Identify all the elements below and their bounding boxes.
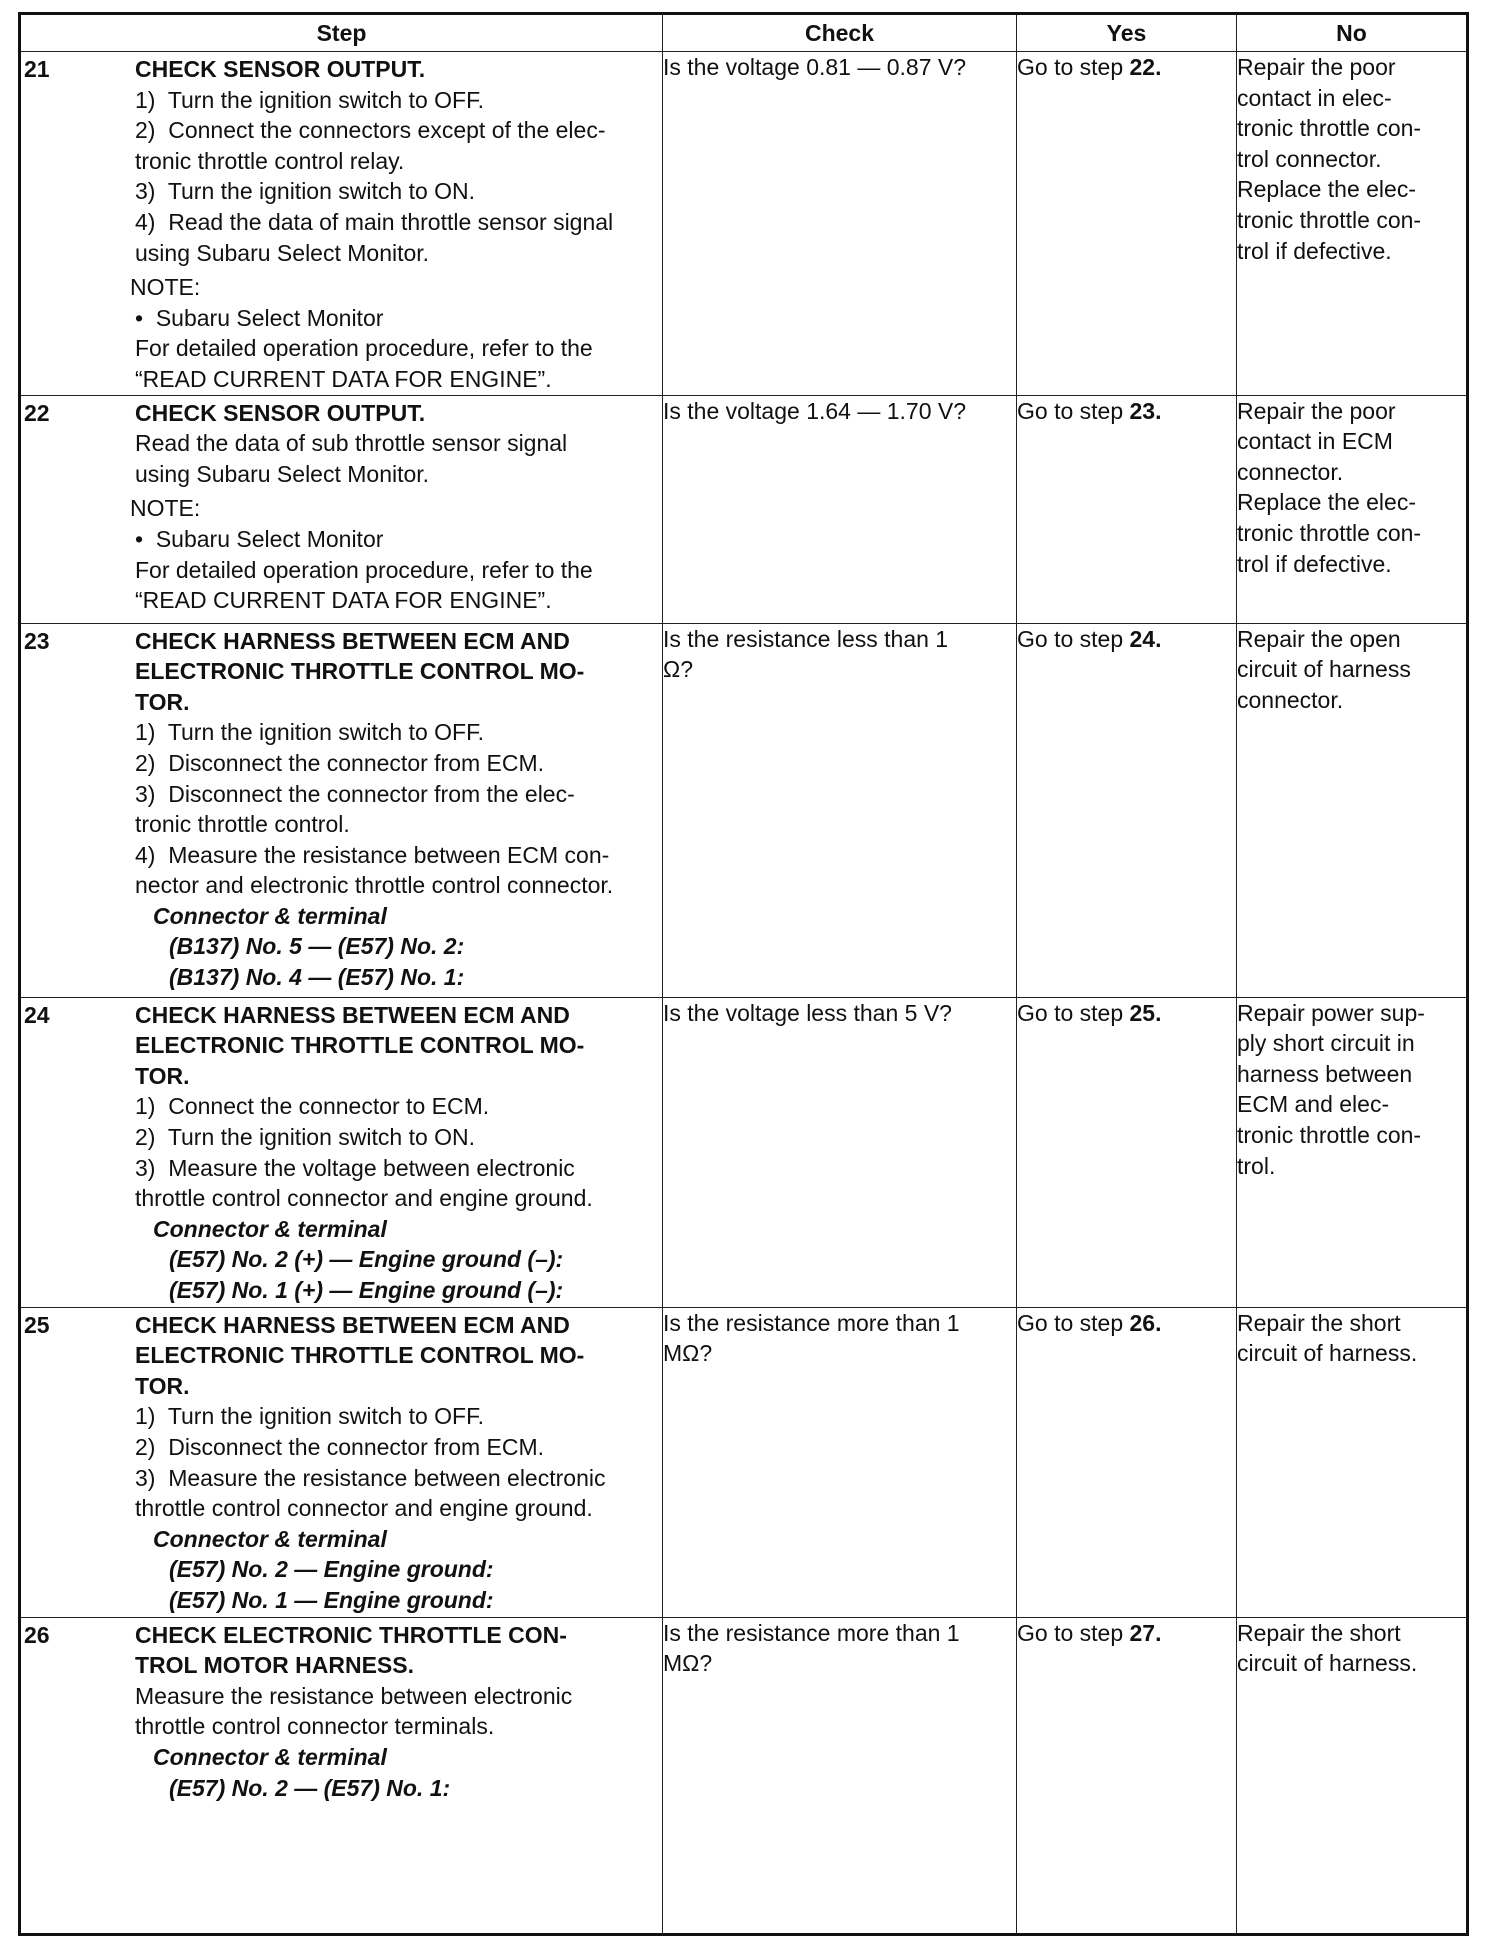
- check-text: Is the resistance more than 1: [663, 1619, 960, 1646]
- no-cell: [1237, 623, 1468, 997]
- step-line: nector and electronic throttle control connector.: [135, 872, 614, 899]
- yes-step-link: 27.: [1129, 1619, 1162, 1646]
- table-row: [20, 52, 1468, 396]
- no-line: Repair the open: [1237, 625, 1401, 652]
- step-line: Read the data of sub throttle sensor signal: [135, 430, 568, 457]
- check-text: Ω?: [663, 656, 693, 683]
- step-cell: [20, 1307, 663, 1617]
- no-line: connector.: [1237, 458, 1344, 485]
- no-line: ECM and elec-: [1237, 1091, 1390, 1118]
- no-line: Replace the elec-: [1237, 176, 1416, 203]
- step-title: CHECK SENSOR OUTPUT.: [135, 399, 426, 426]
- step-title: ELECTRONIC THROTTLE CONTROL MO-: [135, 1032, 585, 1059]
- no-cell: [1237, 395, 1468, 623]
- yes-step-link: 25.: [1129, 999, 1162, 1026]
- step-line: 2) Disconnect the connector from ECM.: [135, 749, 545, 776]
- connector-heading: Connector & terminal: [153, 1743, 387, 1770]
- step-title: ELECTRONIC THROTTLE CONTROL MO-: [135, 658, 585, 685]
- step-number: 25: [24, 1311, 50, 1338]
- check-text: Is the voltage less than 5 V?: [663, 999, 952, 1026]
- step-line: 2) Disconnect the connector from ECM.: [135, 1433, 545, 1460]
- step-line: 3) Measure the resistance between electronic: [135, 1464, 606, 1491]
- no-line: trol if defective.: [1237, 237, 1392, 264]
- no-line: Replace the elec-: [1237, 489, 1416, 516]
- diagnostic-table: [18, 12, 1469, 1936]
- no-cell: [1237, 1617, 1468, 1934]
- check-text: MΩ?: [663, 1340, 713, 1367]
- no-line: trol connector.: [1237, 145, 1382, 172]
- table-row: [20, 1307, 1468, 1617]
- table-row: [20, 395, 1468, 623]
- check-cell: [663, 623, 1017, 997]
- connector-terminal: (E57) No. 1 — Engine ground:: [169, 1586, 494, 1613]
- no-line: Repair the poor: [1237, 397, 1396, 424]
- step-line: 1) Connect the connector to ECM.: [135, 1093, 490, 1120]
- header-check: Check: [663, 14, 1017, 52]
- no-line: tronic throttle con-: [1237, 1121, 1422, 1148]
- yes-text: Go to step: [1017, 54, 1130, 80]
- step-number: 23: [24, 627, 50, 654]
- no-line: contact in elec-: [1237, 84, 1392, 111]
- yes-step-link: 22.: [1129, 54, 1162, 80]
- header-row: [20, 14, 1468, 52]
- no-line: circuit of harness: [1237, 656, 1411, 683]
- step-cell: [20, 52, 663, 396]
- step-line: tronic throttle control.: [135, 811, 350, 838]
- note-bullet: • Subaru Select Monitor: [135, 304, 384, 331]
- step-line: 3) Disconnect the connector from the elec-: [135, 780, 575, 807]
- yes-text: Go to step: [1017, 1619, 1130, 1646]
- no-line: tronic throttle con-: [1237, 115, 1422, 142]
- connector-heading: Connector & terminal: [153, 1525, 387, 1552]
- step-cell: [20, 395, 663, 623]
- note-label: NOTE:: [130, 495, 201, 522]
- no-line: connector.: [1237, 686, 1344, 713]
- yes-step-link: 26.: [1129, 1309, 1162, 1336]
- note-label: NOTE:: [130, 274, 201, 301]
- note-line: For detailed operation procedure, refer to the: [135, 556, 593, 583]
- check-text: MΩ?: [663, 1650, 713, 1677]
- yes-cell: [1017, 1307, 1237, 1617]
- step-cell: [20, 997, 663, 1307]
- step-line: 4) Measure the resistance between ECM con-: [135, 841, 610, 868]
- step-line: Measure the resistance between electronic: [135, 1682, 573, 1709]
- no-line: circuit of harness.: [1237, 1650, 1418, 1677]
- yes-text: Go to step: [1017, 999, 1130, 1026]
- no-cell: [1237, 1307, 1468, 1617]
- no-line: Repair the poor: [1237, 54, 1396, 80]
- check-cell: [663, 1307, 1017, 1617]
- connector-heading: Connector & terminal: [153, 902, 387, 929]
- yes-step-link: 24.: [1129, 625, 1162, 652]
- step-title: TOR.: [135, 688, 190, 715]
- step-line: 2) Turn the ignition switch to ON.: [135, 1123, 476, 1150]
- step-line: 1) Turn the ignition switch to OFF.: [135, 86, 484, 113]
- yes-text: Go to step: [1017, 1309, 1130, 1336]
- note-line: For detailed operation procedure, refer to the: [135, 335, 593, 362]
- no-line: ply short circuit in: [1237, 1030, 1415, 1057]
- yes-cell: [1017, 1617, 1237, 1934]
- step-number: 21: [24, 56, 50, 82]
- step-title: TOR.: [135, 1062, 190, 1089]
- connector-terminal: (E57) No. 1 (+) — Engine ground (–):: [169, 1276, 564, 1303]
- yes-text: Go to step: [1017, 625, 1130, 652]
- no-line: Repair power sup-: [1237, 999, 1425, 1026]
- table-row: [20, 997, 1468, 1307]
- step-title: TROL MOTOR HARNESS.: [135, 1652, 414, 1679]
- step-title: TOR.: [135, 1372, 190, 1399]
- step-title: CHECK HARNESS BETWEEN ECM AND: [135, 627, 570, 654]
- step-line: 4) Read the data of main throttle sensor signal: [135, 208, 614, 235]
- yes-text: Go to step: [1017, 397, 1130, 424]
- check-cell: [663, 52, 1017, 396]
- no-line: trol if defective.: [1237, 550, 1392, 577]
- step-line: tronic throttle control relay.: [135, 147, 405, 174]
- yes-cell: [1017, 997, 1237, 1307]
- step-cell: [20, 1617, 663, 1934]
- note-bullet: • Subaru Select Monitor: [135, 525, 384, 552]
- no-line: trol.: [1237, 1152, 1276, 1179]
- step-cell: [20, 623, 663, 997]
- connector-terminal: (B137) No. 5 — (E57) No. 2:: [169, 933, 465, 960]
- no-line: Repair the short: [1237, 1619, 1401, 1646]
- step-line: 1) Turn the ignition switch to OFF.: [135, 1403, 484, 1430]
- check-text: Is the resistance more than 1: [663, 1309, 960, 1336]
- no-line: harness between: [1237, 1060, 1413, 1087]
- step-line: 1) Turn the ignition switch to OFF.: [135, 719, 484, 746]
- check-text: Is the voltage 0.81 — 0.87 V?: [663, 54, 967, 80]
- step-line: 3) Measure the voltage between electronic: [135, 1154, 575, 1181]
- yes-step-link: 23.: [1129, 397, 1162, 424]
- step-title: CHECK HARNESS BETWEEN ECM AND: [135, 1311, 570, 1338]
- yes-cell: [1017, 395, 1237, 623]
- step-line: throttle control connector and engine ground.: [135, 1185, 593, 1212]
- no-line: Repair the short: [1237, 1309, 1401, 1336]
- connector-terminal: (E57) No. 2 — (E57) No. 1:: [169, 1774, 451, 1801]
- no-cell: [1237, 52, 1468, 396]
- check-text: Is the resistance less than 1: [663, 625, 949, 652]
- table-row: [20, 623, 1468, 997]
- connector-terminal: (E57) No. 2 — Engine ground:: [169, 1556, 494, 1583]
- check-cell: [663, 997, 1017, 1307]
- table-row: [20, 1617, 1468, 1934]
- step-line: 2) Connect the connectors except of the elec-: [135, 117, 606, 144]
- no-line: circuit of harness.: [1237, 1340, 1418, 1367]
- step-title: CHECK ELECTRONIC THROTTLE CON-: [135, 1621, 567, 1648]
- note-line: “READ CURRENT DATA FOR ENGINE”.: [135, 365, 552, 392]
- no-line: tronic throttle con-: [1237, 519, 1422, 546]
- step-line: using Subaru Select Monitor.: [135, 460, 430, 487]
- connector-terminal: (B137) No. 4 — (E57) No. 1:: [169, 964, 465, 991]
- check-cell: [663, 1617, 1017, 1934]
- header-no: No: [1237, 14, 1468, 52]
- yes-cell: [1017, 52, 1237, 396]
- note-line: “READ CURRENT DATA FOR ENGINE”.: [135, 587, 552, 614]
- step-number: 22: [24, 399, 50, 426]
- step-line: throttle control connector and engine ground.: [135, 1495, 593, 1522]
- step-title: ELECTRONIC THROTTLE CONTROL MO-: [135, 1342, 585, 1369]
- header-step: Step: [20, 14, 663, 52]
- step-title: CHECK HARNESS BETWEEN ECM AND: [135, 1001, 570, 1028]
- connector-heading: Connector & terminal: [153, 1215, 387, 1242]
- header-yes: Yes: [1017, 14, 1237, 52]
- check-cell: [663, 395, 1017, 623]
- step-number: 24: [24, 1001, 50, 1028]
- step-line: throttle control connector terminals.: [135, 1713, 495, 1740]
- step-line: using Subaru Select Monitor.: [135, 239, 430, 266]
- no-line: contact in ECM: [1237, 428, 1393, 455]
- step-title: CHECK SENSOR OUTPUT.: [135, 56, 426, 82]
- step-number: 26: [24, 1621, 50, 1648]
- no-cell: [1237, 997, 1468, 1307]
- connector-terminal: (E57) No. 2 (+) — Engine ground (–):: [169, 1246, 564, 1273]
- yes-cell: [1017, 623, 1237, 997]
- check-text: Is the voltage 1.64 — 1.70 V?: [663, 397, 967, 424]
- step-line: 3) Turn the ignition switch to ON.: [135, 178, 476, 205]
- no-line: tronic throttle con-: [1237, 206, 1422, 233]
